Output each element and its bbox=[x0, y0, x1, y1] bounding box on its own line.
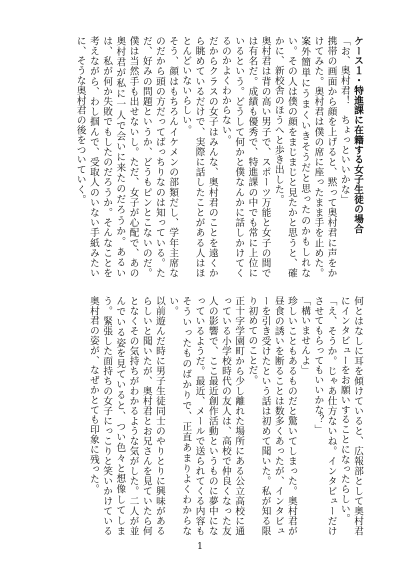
lower-text-block bbox=[38, 296, 364, 536]
chapter-title: ケース１・特進課に在籍する女子生徒の場合 bbox=[352, 36, 363, 234]
paragraph: 以前遊んだ時に男子生徒同士のやりとりに興味があるらしいと聞いたが、奥村君とお兄さんを見ていたら何となくその気持ちがわかるような気がした。二人が並んでいる姿を見ていると、つい色々と想像してしまう。緊張した面持ちの女子にっこりと笑いかけている奥村君の姿が、なぜかとても印象に残った。 bbox=[87, 296, 165, 536]
paragraph: 珍しいこともあるものだと驚いてしまった。奥村君が昼食の誘いを断ることは数多くあったが、インタビューを引き受けたという話は初めて聞いた。私が知る限り初めてのことだ。 bbox=[246, 296, 297, 536]
paragraph: 正十字学園町から少し離れた場所にある公立高校に通っている小学校時代の友人は、高校で仲良くなった友人の影響で、ここ最近創作活動というものに夢中になっているようだ。最近、メールで送られてくる内容もそういったものばかりで、正直あまりよくわからない。 bbox=[167, 296, 245, 536]
paragraph: 奥村君は背の高い男子で、スポーツ万能と女子の間では有名だ。成績も優秀で、特進課の中でも常に上位にいるという。どうして何かと僕なんかに話しかけてくるのかよくわからない。 bbox=[219, 36, 271, 278]
paragraph: だからクラスの女子はみんな、奥村君のことを遠くから眺めているだけで、実際に話したことがある人はほとんどいないらしい。 bbox=[180, 36, 218, 278]
paragraph: 「お、奥村君！ ちょっといいかな」 bbox=[338, 36, 350, 205]
paragraph: 何とはなしに耳を傾けていると、広報部として奥村君にインタビューをお願いすることになったらしい。 bbox=[338, 296, 363, 536]
page-number: 1 bbox=[197, 542, 203, 552]
paragraph: 「え、そうか。じゃあ仕方ないね。インタビューだけさせてもらってもいいかな？」 bbox=[312, 296, 337, 536]
upper-text-block bbox=[38, 36, 364, 278]
paragraph: そう、顔はもちろんイケメンの部類だし、学年主席なのだから頭の方だってばっちりなのは知っている。ただ、好みの問題というか、どうもピンとこないのだ。僕は当然手も出せないし。ただ、女子が心配で、あの奥村君が私に一人で会いに来たのだろうか。あるいは、私が何か失敗でもしたのだろうか。そんなことを考えながら、わし掴んで、受取人のいない手紙みたいに、そうな奥村君の後をついていく。 bbox=[74, 36, 179, 278]
paragraph: 携帯の画面から顔を上げると、黙って奥村君に声をかけてみた。奥村君は僕の席に座ったまま手を止めた。案外簡単にうまくいきそうだと思ったのかもしれない。その人は僕の顔をまじまじと見たかと思うと、確かに、新校舎のほうへと歩き出した。 bbox=[272, 36, 337, 278]
paragraph: 「構いませんよ」 bbox=[299, 296, 311, 376]
